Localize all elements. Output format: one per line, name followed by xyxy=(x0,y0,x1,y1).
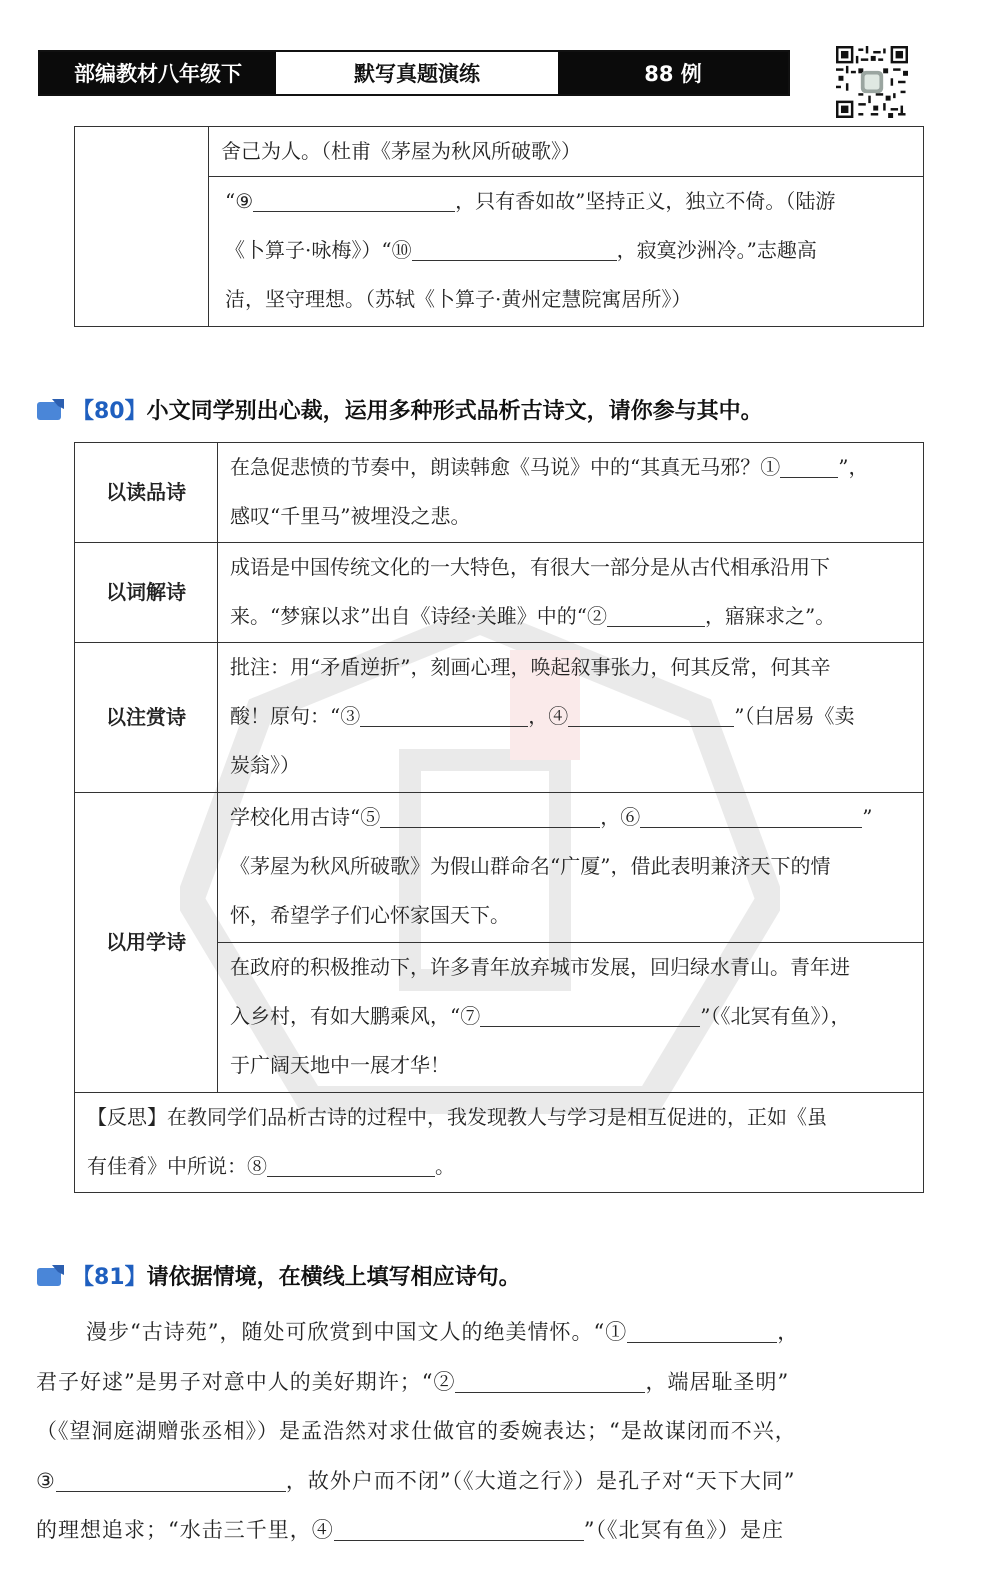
q81-blank-3[interactable] xyxy=(56,1470,286,1492)
q80-note-text1: 批注：用“矛盾逆折”，刻画心理，唤起叙事张力，何其反常，何其辛 xyxy=(230,655,831,679)
row-label-note: 以注赏诗 xyxy=(75,643,218,793)
q81-line1 xyxy=(36,1308,916,1358)
blank-4[interactable] xyxy=(568,706,734,727)
qr-code-icon xyxy=(836,46,908,118)
q80-word-text2: 来。“梦寐以求”出自《诗经·关雎》中的“② xyxy=(230,604,608,628)
q80-read-cell xyxy=(218,443,924,543)
q81-l1-text: 漫步“古诗苑”，随处可欣赏到中国文人的绝美情怀。“① xyxy=(86,1320,628,1344)
q80-use-text-a3: ” xyxy=(862,805,873,829)
q80-word-text3: ，寤寐求之”。 xyxy=(705,604,836,628)
q80-use-text-a2: ，⑥ xyxy=(600,805,641,829)
q81-blank-2[interactable] xyxy=(455,1371,645,1393)
blank-8[interactable] xyxy=(267,1156,435,1177)
row-label-read: 以读品诗 xyxy=(75,443,218,543)
q80-use-text-b4: 于广阔天地中一展才华！ xyxy=(230,1053,450,1077)
q80-read-text2: ”， xyxy=(838,455,869,479)
q81-l1-tail: ， xyxy=(777,1320,800,1344)
top-table-row1 xyxy=(209,127,924,177)
q80-reflect-text1: 【反思】在教同学们品析古诗的过程中，我发现教人与学习是相互促进的，正如《虽 xyxy=(87,1105,827,1129)
top-row1-text: 舍己为人。（杜甫《茅屋为秋风所破歌》） xyxy=(221,139,581,163)
q81-line3 xyxy=(36,1407,916,1457)
q80-reflect-text3: 。 xyxy=(435,1154,455,1178)
q81-l2-tail: ，端居耻圣明” xyxy=(645,1369,790,1394)
q80-note-text3: ，④ xyxy=(528,704,569,728)
q80-title xyxy=(36,394,763,425)
blank-2[interactable] xyxy=(607,606,705,627)
q80-title-text: 小文同学别出心裁，运用多种形式品析古诗文，请你参与其中。 xyxy=(146,399,763,424)
top-table xyxy=(74,126,924,327)
top-table-row2 xyxy=(209,177,924,327)
q81-line4 xyxy=(36,1457,916,1507)
q81-title-text: 请依据情境，在横线上填写相应诗句。 xyxy=(146,1265,521,1290)
q80-note-cell xyxy=(218,643,924,793)
q81-blank-4[interactable] xyxy=(334,1519,584,1541)
q80-word-cell xyxy=(218,543,924,643)
q80-table xyxy=(74,442,924,1193)
blank-6[interactable] xyxy=(640,807,862,828)
q81-line2 xyxy=(36,1358,916,1408)
top-row2-text3: ，寂寞沙洲冷。”志趣高 xyxy=(616,238,817,262)
q80-use-text-a5: 怀，希望学子们心怀家国天下。 xyxy=(230,903,510,927)
q80-note-text2: 酸！原句：“③ xyxy=(230,704,361,728)
top-table-label-cell xyxy=(75,127,209,327)
q80-use-text-b2: 入乡村，有如大鹏乘风，“⑦ xyxy=(230,1004,481,1028)
top-row2-text2: 《卜算子·咏梅》）“⑩ xyxy=(225,238,412,262)
blank-3[interactable] xyxy=(360,706,528,727)
q81-l5-text: 的理想追求；“水击三千里，④ xyxy=(36,1518,334,1542)
top-row2-text4: 洁，坚守理想。（苏轼《卜算子·黄州定慧院寓居所》） xyxy=(225,287,692,311)
q80-number: 【80】 xyxy=(72,399,147,424)
header-bar xyxy=(38,50,790,96)
q80-note-text4: ”（白居易《卖 xyxy=(734,704,855,728)
blank-10[interactable] xyxy=(412,240,617,261)
q81-l4-text: ，故外户而不闭”（《大道之行》）是孔子对“天下大同” xyxy=(285,1468,796,1493)
q81-l5-tail: ”（《北冥有鱼》）是庄 xyxy=(583,1518,784,1542)
top-row2-text1: ，只有香如故”坚持正义，独立不倚。（陆游 xyxy=(455,189,836,213)
blank-5[interactable] xyxy=(380,807,600,828)
q81-l2-text: 君子好逑”是男子对意中人的美好期许；“② xyxy=(36,1369,456,1394)
q81-blank-1[interactable] xyxy=(627,1321,777,1343)
q81-number: 【81】 xyxy=(72,1265,147,1290)
blank-1[interactable] xyxy=(780,457,838,478)
q80-read-text1: 在急促悲愤的节奏中，朗读韩愈《马说》中的“其真无马邪？① xyxy=(230,455,781,479)
q80-use-text-a4: 《茅屋为秋风所破歌》为假山群命名“广厦”，借此表明兼济天下的情 xyxy=(230,854,831,878)
q80-use-cell-b xyxy=(218,943,924,1093)
q80-reflect-cell xyxy=(75,1093,924,1193)
blank-7[interactable] xyxy=(480,1006,700,1027)
q81-line5 xyxy=(36,1506,916,1556)
q80-read-text3: 感叹“千里马”被埋没之悲。 xyxy=(230,504,471,528)
q80-word-text1: 成语是中国传统文化的一大特色，有很大一部分是从古代相承沿用下 xyxy=(230,555,830,579)
blank-9[interactable] xyxy=(253,191,455,212)
q81-l4-mark: ③ xyxy=(36,1468,56,1493)
q81-paragraph xyxy=(36,1308,916,1556)
q80-use-text-a1: 学校化用古诗“⑤ xyxy=(230,805,381,829)
q80-use-cell-a xyxy=(218,793,924,943)
q81-l3-text: （《望洞庭湖赠张丞相》）是孟浩然对求仕做官的委婉表达；“是故谋闭而不兴， xyxy=(36,1419,797,1443)
section-icon xyxy=(36,1263,66,1289)
row-label-word: 以词解诗 xyxy=(75,543,218,643)
section-icon xyxy=(36,397,66,423)
header-section-title: 默写真题演练 xyxy=(276,52,558,94)
q81-title xyxy=(36,1260,521,1291)
q80-note-text5: 炭翁》） xyxy=(230,753,300,777)
q80-use-text-b1: 在政府的积极推动下，许多青年放弃城市发展，回归绿水青山。青年进 xyxy=(230,955,850,979)
row-label-use: 以用学诗 xyxy=(75,793,218,1093)
header-count: 88 例 xyxy=(558,52,788,94)
header-textbook-label: 部编教材八年级下 xyxy=(40,52,276,94)
blank-9-label: “⑨ xyxy=(225,189,254,213)
q80-reflect-text2: 有佳肴》中所说：⑧ xyxy=(87,1154,267,1178)
q80-use-text-b3: ”（《北冥有鱼》）， xyxy=(700,1004,851,1028)
